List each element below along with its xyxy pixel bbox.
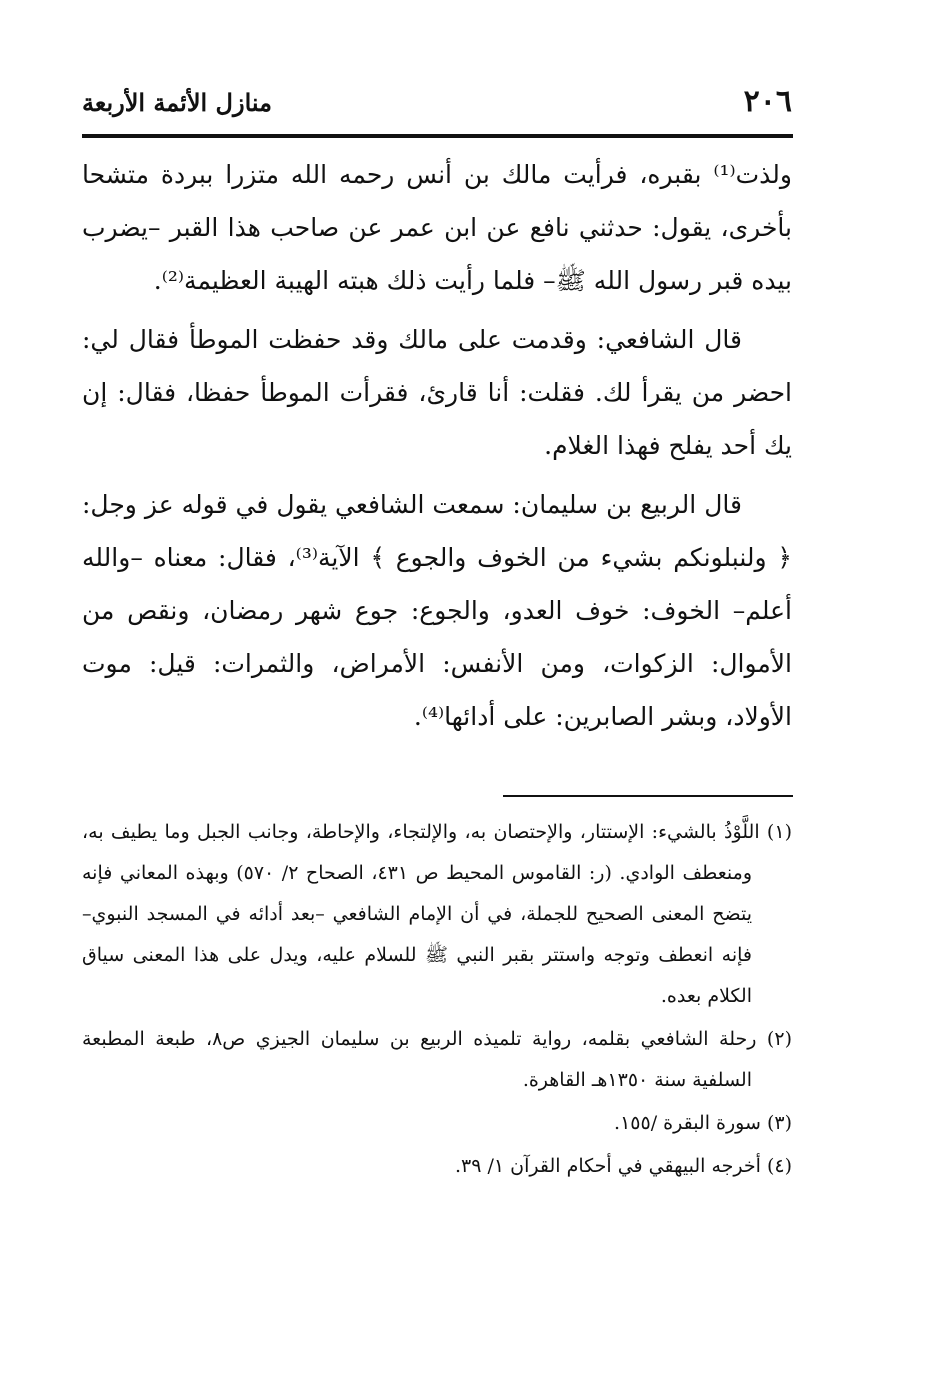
- paragraph-2: قال الشافعي: وقدمت على مالك وقد حفظت الموطأ فقال لي: احضر من يقرأ لك. فقلت: أنا قارئ، فقرأت الموطأ حفظا، فقال: إن يك أحد يفلح فهذا الغلام.: [82, 325, 792, 460]
- running-title: منازل الأئمة الأربعة: [82, 88, 272, 117]
- footnote-divider: [503, 795, 793, 797]
- footnotes: [82, 812, 792, 1189]
- footnote-2: (٢) رحلة الشافعي بقلمه، رواية تلميذه الربيع بن سليمان الجيزي ص٨، طبعة المطبعة السلفية سنة ١٣٥٠هـ القاهرة.: [82, 1028, 792, 1091]
- page-header: [82, 78, 792, 134]
- header-divider: [82, 134, 793, 138]
- footnote-4: (٤) أخرجه البيهقي في أحكام القرآن ١/ ٣٩.: [455, 1155, 792, 1177]
- page-number: ٢٠٦: [743, 84, 792, 119]
- footnote-1: (١) اللَّوْذُ بالشيء: الإستتار، والإحتصان به، والإلتجاء، والإحاطة، وجانب الجبل وما يطيف به، ومنعطف الوادي. (ر: القاموس المحيط ص ٤٣١، الصحاح ٢/ ٥٧٠) وبهذه المعاني فإنه يتضح المعنى الصحيح للجملة، في أن الإمام الشافعي –بعد أدائه في المسجد النبوي– فإنه انعطف وتوجه واستتر بقبر النبي ﷺ للسلام عليه، ويدل على هذا المعنى سياق الكلام بعده.: [82, 821, 792, 1007]
- paragraph-1: ولذت⁽¹⁾ بقبره، فرأيت مالك بن أنس رحمه الله متزرا ببردة متشحا بأخرى، يقول: حدثني نافع عن ابن عمر عن صاحب هذا القبر –يضرب بيده قبر رسول الله ﷺ– فلما رأيت ذلك هبته الهيبة العظيمة⁽²⁾.: [82, 160, 792, 295]
- main-text: [82, 148, 792, 749]
- footnote-3: (٣) سورة البقرة /١٥٥.: [614, 1112, 792, 1134]
- paragraph-3: قال الربيع بن سليمان: سمعت الشافعي يقول في قوله عز وجل: ﴿ ولنبلونكم بشيء من الخوف والجوع ﴾ الآية⁽³⁾، فقال: معناه –والله أعلم– الخوف: خوف العدو، والجوع: جوع شهر رمضان، ونقص من الأموال: الزكوات، ومن الأنفس: الأمراض، والثمرات: قيل: موت الأولاد، وبشر الصابرين: على أدائها⁽⁴⁾.: [82, 490, 792, 731]
